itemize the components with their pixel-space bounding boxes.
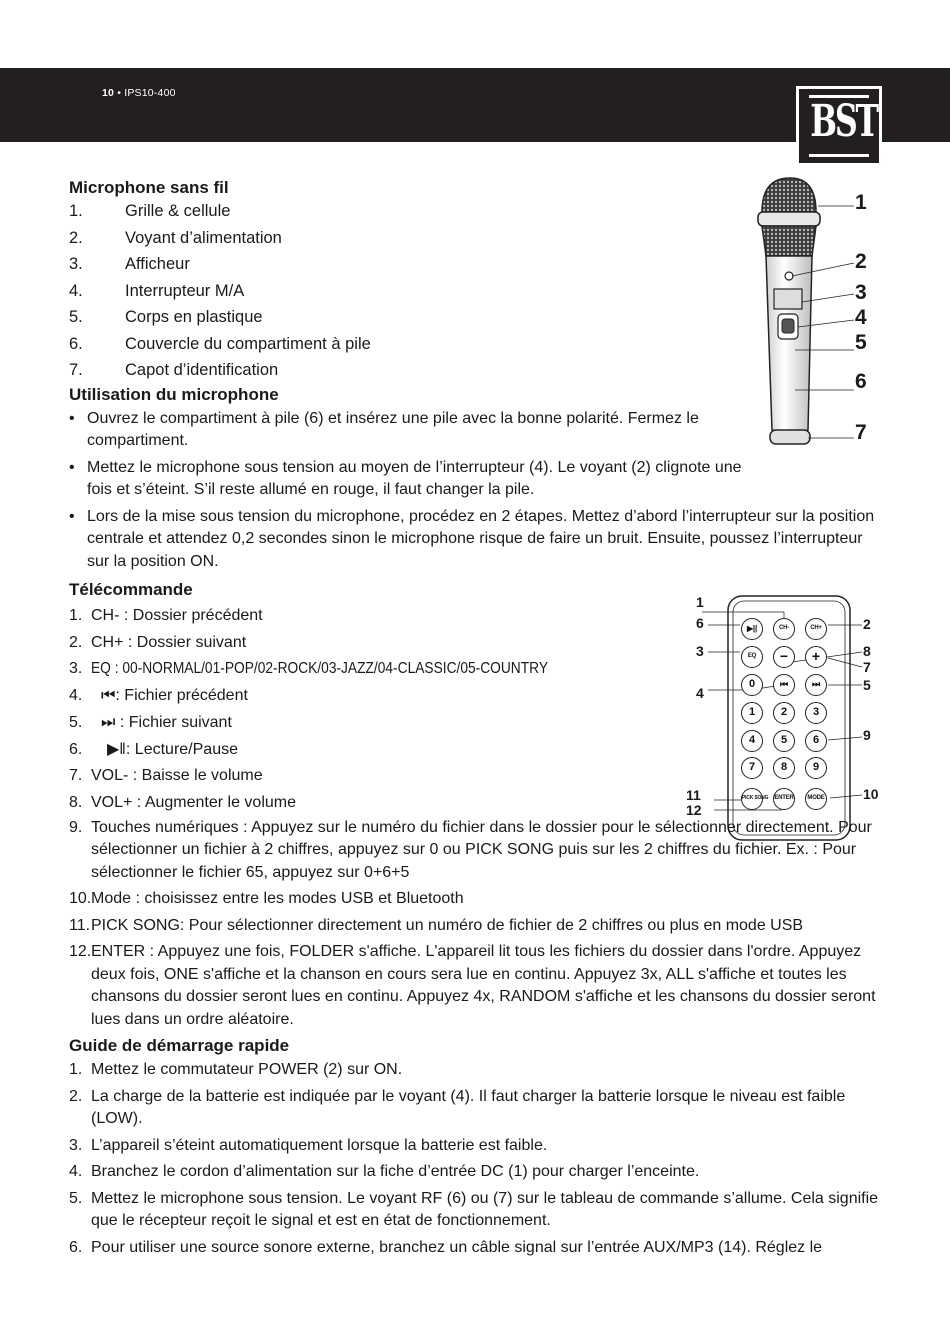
remote-section-title: Télécommande [69, 580, 193, 599]
digit-2-button[interactable]: 2 [773, 702, 795, 724]
list-item: 9. Touches numériques : Appuyez sur le numéro du fichier dans le dossier pour le sélectionner directement. Pour sélectionner un fichier à 2 chiffres, appuyez sur 0 ou PICK SONG puis sur les 2 chiffres du fichier. Ex. : Pour sélectionner le fichier 65, appuyez sur 0+6+5 [69, 818, 872, 881]
digit-5-button[interactable]: 5 [773, 730, 795, 752]
vol-plus-button[interactable]: + [805, 646, 827, 668]
remote-callout-1: 1 [696, 594, 704, 610]
list-item: 5. ⏭ : Fichier suivant [69, 713, 232, 731]
logo-text: BST [810, 96, 877, 147]
digit-1-button[interactable]: 1 [741, 702, 763, 724]
mic-callout-7: 7 [855, 421, 867, 444]
usage-section-title: Utilisation du microphone [69, 384, 279, 404]
mic-callout-2: 2 [855, 250, 867, 273]
remote-callout-10: 10 [863, 786, 879, 802]
list-item: 2. La charge de la batterie est indiquée par le voyant (4). Il faut charger la batterie lorsque le niveau est faible (LOW). [69, 1087, 846, 1128]
list-item: 12. ENTER : Appuyez une fois, FOLDER s'affiche. L'appareil lit tous les fichiers du dossier dans l'ordre. Appuyez deux fois, ONE s'affiche et la chanson en cours sera lue en continu. Appuyez 3x, ALL s'affiche et toutes les chansons du dossier seront lues en continu. Appuyez 4x, RANDOM s'affiche et les chansons du dossier seront lues dans un ordre aléatoire. [69, 943, 876, 1028]
digit-0-button[interactable]: 0 [741, 674, 763, 696]
list-item: 7. VOL- : Baisse le volume [69, 767, 263, 785]
eq-button[interactable]: EQ [741, 646, 763, 668]
digit-4-button[interactable]: 4 [741, 730, 763, 752]
page-header [0, 68, 950, 147]
list-item: 10. Mode : choisissez entre les modes USB et Bluetooth [69, 890, 464, 908]
quickstart-section-title: Guide de démarrage rapide [69, 1036, 290, 1056]
list-item: 6. Couvercle du compartiment à pile [69, 334, 371, 353]
remote-callout-8: 8 [863, 643, 871, 659]
mic-callout-4: 4 [855, 306, 867, 329]
remote-callout-4: 4 [696, 685, 704, 701]
remote-callout-2: 2 [863, 616, 871, 632]
remote-callout-11: 11 [686, 787, 701, 803]
quickstart-list [69, 1059, 884, 1259]
usage-list [69, 408, 884, 574]
digit-6-button[interactable]: 6 [805, 730, 827, 752]
remote-callout-5: 5 [863, 677, 871, 693]
list-item: 2. CH+ : Dossier suivant [69, 633, 247, 651]
digit-8-button[interactable]: 8 [773, 757, 795, 779]
digit-7-button[interactable]: 7 [741, 757, 763, 779]
remote-list [69, 603, 884, 1031]
list-item: 5. Mettez le microphone sous tension. Le voyant RF (6) ou (7) sur le tableau de commande s’allume. Cela signifie que le récepteur reçoit le signal et est en état de fonctionnement. [69, 1189, 879, 1230]
list-item: 3. L’appareil s’éteint automatiquement lorsque la batterie est faible. [69, 1136, 548, 1154]
header-separator: • [117, 87, 122, 99]
bst-logo [796, 86, 882, 166]
pick-song-button[interactable]: PICK SONG [741, 788, 763, 810]
list-item: 1. Mettez le commutateur POWER (2) sur ON. [69, 1061, 403, 1079]
list-item: 2. Voyant d’alimentation [69, 228, 282, 247]
remote-callout-3: 3 [696, 643, 704, 659]
list-item: 3. EQ : 00-NORMAL/01-POP/02-ROCK/03-JAZZ/04-CLASSIC/05-COUNTRY [69, 660, 549, 678]
page-number: 10 [102, 87, 115, 99]
list-item: 6. ▶‖: Lecture/Pause [69, 740, 238, 758]
vol-minus-button[interactable]: − [773, 646, 795, 668]
list-item: 8. VOL+ : Augmenter le volume [69, 793, 296, 811]
previous-track-button[interactable]: ⏮ [773, 674, 795, 696]
play-pause-button[interactable]: ▶|| [741, 618, 763, 640]
remote-callout-6: 6 [696, 615, 704, 631]
header-text [102, 87, 176, 99]
main-content [69, 173, 884, 1263]
ch-plus-button[interactable]: CH+ [805, 618, 827, 640]
logo-bar-bottom [809, 154, 869, 157]
list-item: • Ouvrez le compartiment à pile (6) et insérez une pile avec la bonne polarité. Fermez le compartiment. [69, 408, 757, 453]
remote-callout-9: 9 [863, 727, 871, 743]
remote-callout-7: 7 [863, 659, 871, 675]
list-item: 4. Interrupteur M/A [69, 281, 245, 300]
list-item: 11. PICK SONG: Pour sélectionner directement un numéro de fichier de 2 chiffres ou plus en mode USB [69, 916, 804, 934]
list-item: 7. Capot d’identification [69, 361, 279, 379]
list-item: 1. Grille & cellule [69, 202, 231, 220]
list-item: 4. Branchez le cordon d’alimentation sur la fiche d’entrée DC (1) pour charger l’enceinte. [69, 1163, 700, 1181]
model-name: IPS10-400 [124, 87, 176, 99]
list-item: 6. Pour utiliser une source sonore externe, branchez un câble signal sur l’entrée AUX/MP3 (14). Réglez le [69, 1238, 823, 1256]
list-item: 1. CH- : Dossier précédent [69, 607, 263, 624]
list-item: • Lors de la mise sous tension du microphone, procédez en 2 étapes. Mettez d’abord l’interrupteur sur la position centrale et attendez 0,2 secondes sinon le microphone risque de faire un bruit. Ensuite, poussez l’interrupteur sur la position ON. [69, 506, 882, 574]
mic-callout-3: 3 [855, 281, 867, 304]
list-item: 4. ⏮: Fichier précédent [69, 687, 248, 705]
mic-callout-6: 6 [855, 370, 867, 393]
enter-button[interactable]: ENTER [773, 788, 795, 810]
list-item: 5. Corps en plastique [69, 308, 263, 326]
remote-callout-12: 12 [686, 802, 702, 818]
mic-callout-1: 1 [855, 191, 867, 214]
mode-button[interactable]: MODE [805, 788, 827, 810]
ch-minus-button[interactable]: CH- [773, 618, 795, 640]
digit-3-button[interactable]: 3 [805, 702, 827, 724]
mic-parts-list [69, 198, 884, 384]
mic-section-title: Microphone sans fil [69, 178, 229, 197]
list-item: • Mettez le microphone sous tension au moyen de l’interrupteur (4). Le voyant (2) clignote une fois et s’éteint. S’il reste allumé en rouge, il faut changer la pile. [69, 457, 757, 502]
mic-callout-5: 5 [855, 331, 867, 354]
list-item: 3. Afficheur [69, 255, 190, 273]
next-track-button[interactable]: ⏭ [805, 674, 827, 696]
digit-9-button[interactable]: 9 [805, 757, 827, 779]
